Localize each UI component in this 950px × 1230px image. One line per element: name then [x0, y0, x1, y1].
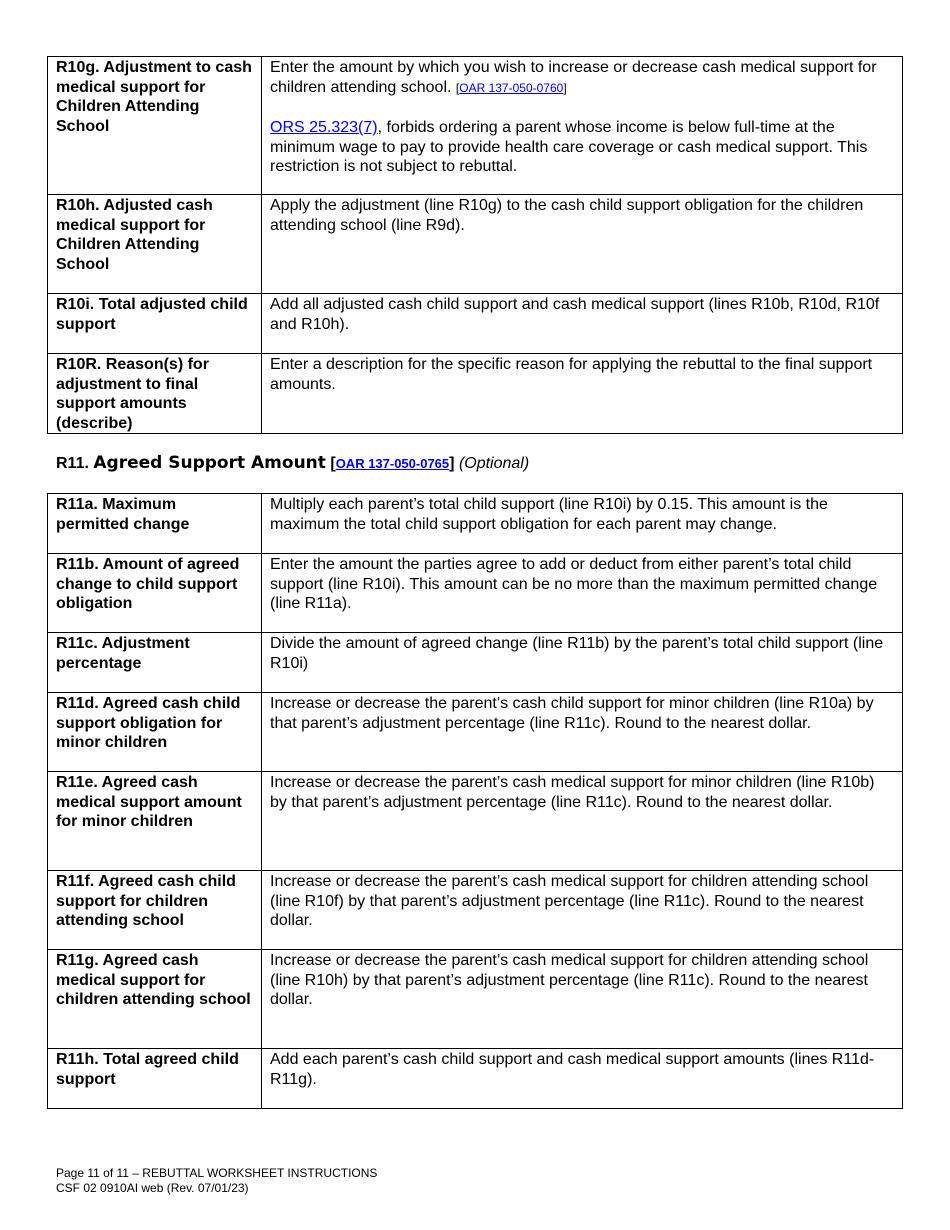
section-heading [56, 453, 529, 474]
section-prefix: R11. [56, 455, 89, 472]
row-description: Increase or decrease the parent’s cash medical support for minor children (line R10b) by that parent’s adjustment percentage (line R11c). Round to the nearest dollar. [262, 772, 903, 871]
ors-25-323-link[interactable]: ORS 25.323(7) [270, 119, 378, 137]
table-row [48, 57, 903, 195]
table-row [48, 554, 903, 633]
row-text: Enter the amount by which you wish to increase or decrease cash medical support for children attending school. [270, 59, 877, 96]
row-label: R11c. Adjustment percentage [48, 633, 262, 693]
footer-form-id: CSF 02 0910AI web (Rev. 07/01/23) [56, 1181, 249, 1195]
optional-note: (Optional) [458, 455, 530, 472]
r10-table [47, 56, 903, 434]
row-label: R10R. Reason(s) for adjustment to final support amounts (describe) [48, 354, 262, 434]
row-description: Divide the amount of agreed change (line R11b) by the parent’s total child support (line R10i) [262, 633, 903, 693]
row-label: R10h. Adjusted cash medical support for Children Attending School [48, 195, 262, 294]
row-label: R11b. Amount of agreed change to child support obligation [48, 554, 262, 633]
row-description [262, 57, 903, 195]
row-description: Add all adjusted cash child support and cash medical support (lines R10b, R10d, R10f and R10h). [262, 294, 903, 354]
table-row [48, 195, 903, 294]
row-description: Increase or decrease the parent’s cash medical support for children attending school (line R10f) by that parent’s adjustment percentage (line R11c). Round to the nearest dollar. [262, 871, 903, 950]
table-row [48, 693, 903, 772]
row-label: R11g. Agreed cash medical support for children attending school [48, 950, 262, 1049]
table-row [48, 494, 903, 554]
ref-bracket-open: [ [455, 80, 460, 95]
row-description: Increase or decrease the parent’s cash child support for minor children (line R10a) by that parent’s adjustment percentage (line R11c). Round to the nearest dollar. [262, 693, 903, 772]
footer-page-info: Page 11 of 11 – REBUTTAL WORKSHEET INSTRUCTIONS [56, 1166, 378, 1180]
table-row [48, 871, 903, 950]
row-description: Multiply each parent’s total child support (line R10i) by 0.15. This amount is the maximum the total child support obligation for each parent may change. [262, 494, 903, 554]
row-label: R11a. Maximum permitted change [48, 494, 262, 554]
row-label: R11e. Agreed cash medical support amount for minor children [48, 772, 262, 871]
oar-0760-link[interactable]: OAR 137-050-0760 [459, 80, 564, 95]
row-description: Enter a description for the specific reason for applying the rebuttal to the final support amounts. [262, 354, 903, 434]
section-ref-close: ] [449, 455, 455, 472]
table-row [48, 354, 903, 434]
table-row [48, 633, 903, 693]
row-description: Enter the amount the parties agree to add or deduct from either parent’s total child support (line R10i). This amount can be no more than the maximum permitted change (line R11a). [262, 554, 903, 633]
section-title: Agreed Support Amount [93, 453, 326, 473]
row-label: R10g. Adjustment to cash medical support for Children Attending School [48, 57, 262, 195]
row-description: Increase or decrease the parent’s cash medical support for children attending school (line R10h) by that parent’s adjustment percentage (line R11c). Round to the nearest dollar. [262, 950, 903, 1049]
page-footer [56, 1166, 377, 1196]
row-text-paragraph2: , forbids ordering a parent whose income is below full-time at the minimum wage to pay to provide health care coverage or cash medical support. This restriction is not subject to rebuttal. [270, 119, 868, 176]
row-label: R11f. Agreed cash child support for children attending school [48, 871, 262, 950]
r11-table [47, 493, 903, 1109]
ref-bracket-close: ] [563, 80, 567, 95]
row-label: R11h. Total agreed child support [48, 1049, 262, 1109]
table-row [48, 950, 903, 1049]
table-row [48, 772, 903, 871]
row-label: R10i. Total adjusted child support [48, 294, 262, 354]
table-row [48, 1049, 903, 1109]
section-ref-open: [ [330, 455, 336, 472]
row-description: Add each parent’s cash child support and cash medical support amounts (lines R11d-R11g). [262, 1049, 903, 1109]
oar-0765-link[interactable]: OAR 137-050-0765 [335, 456, 450, 471]
row-description: Apply the adjustment (line R10g) to the cash child support obligation for the children attending school (line R9d). [262, 195, 903, 294]
row-label: R11d. Agreed cash child support obligation for minor children [48, 693, 262, 772]
table-row [48, 294, 903, 354]
